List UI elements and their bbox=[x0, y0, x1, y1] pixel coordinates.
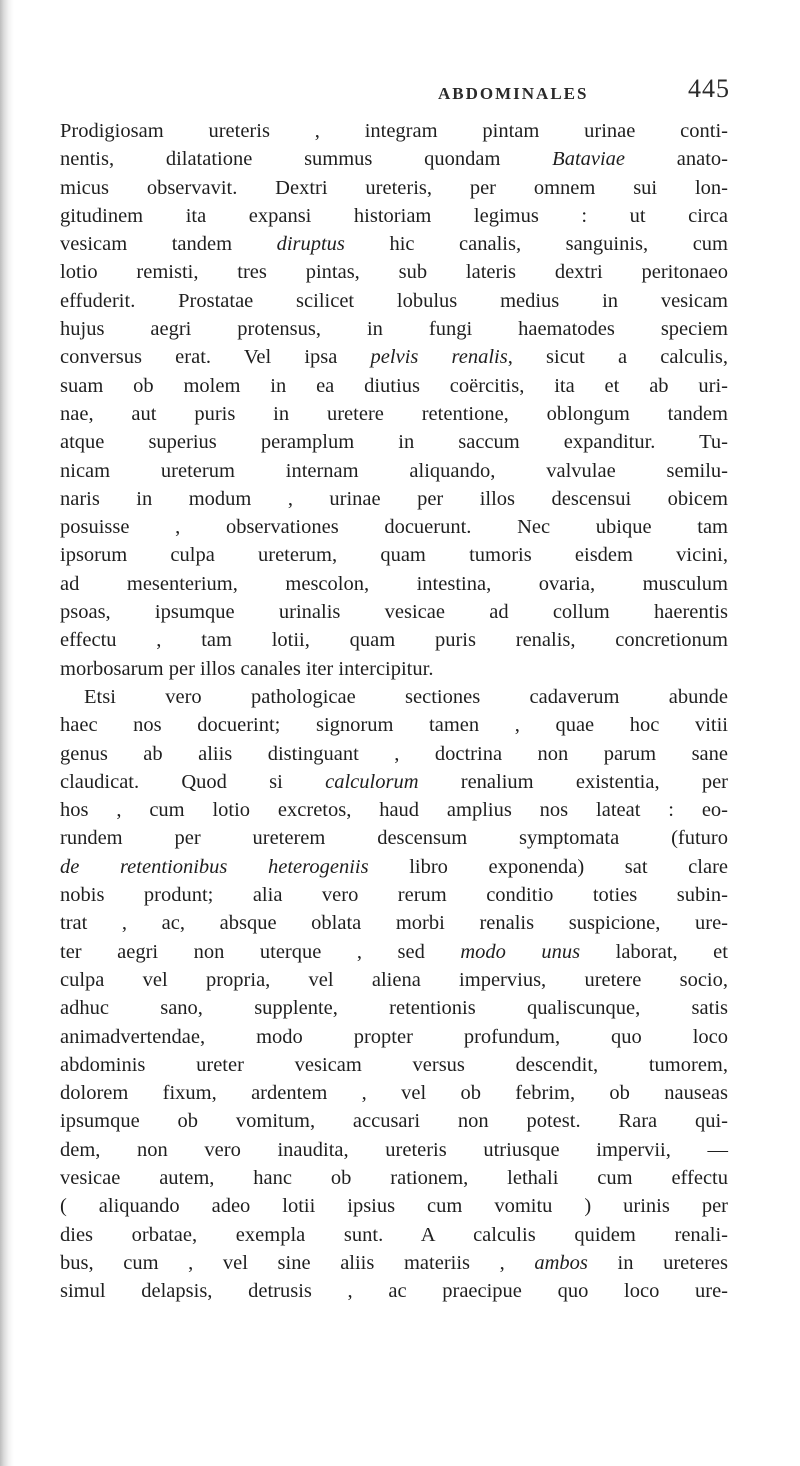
text-line bbox=[60, 796, 728, 824]
text-run: Prodigiosam ureteris , integram pintam urinae conti- bbox=[60, 120, 728, 142]
text-run: bus, cum , vel sine aliis materiis , bbox=[60, 1251, 535, 1274]
paragraph bbox=[60, 117, 728, 683]
text-run: atque superius peramplum in saccum expanditur. Tu- bbox=[60, 431, 728, 454]
text-run: lotio remisti, tres pintas, sub lateris dextri peritonaeo bbox=[60, 261, 728, 284]
text-run: naris in modum , urinae per illos descensui obicem bbox=[60, 487, 728, 510]
text-run: ipsumque ob vomitum, accusari non potest. Rara qui- bbox=[60, 1110, 728, 1133]
text-run: laborat, et bbox=[580, 940, 728, 963]
text-run: trat , ac, absque oblata morbi renalis suspicione, ure- bbox=[60, 912, 728, 935]
text-run: ter aegri non uterque , sed bbox=[60, 940, 461, 963]
text-line bbox=[60, 711, 728, 739]
running-title: ABDOMINALES bbox=[438, 84, 589, 103]
text-line bbox=[60, 1107, 728, 1135]
text-line bbox=[60, 343, 728, 371]
text-run: effectu , tam lotii, quam puris renalis, concretionum bbox=[60, 629, 728, 652]
text-line bbox=[60, 428, 728, 456]
text-run: dolorem fixum, ardentem , vel ob febrim, ob nauseas bbox=[60, 1082, 728, 1105]
text-line bbox=[60, 768, 728, 796]
text-run: micus observavit. Dextri ureteris, per omnem sui lon- bbox=[60, 176, 728, 199]
text-line bbox=[60, 230, 728, 258]
text-line bbox=[60, 598, 728, 626]
text-run: vesicae autem, hanc ob rationem, lethali cum effectu bbox=[60, 1166, 728, 1189]
italic-phrase: pelvis renalis bbox=[370, 346, 508, 369]
text-run: adhuc sano, supplente, retentionis qualiscunque, satis bbox=[60, 997, 728, 1020]
text-run: libro exponenda) sat clare bbox=[368, 855, 728, 878]
text-line bbox=[60, 740, 728, 768]
text-line bbox=[60, 1136, 728, 1164]
text-run: ad mesenterium, mescolon, intestina, ovaria, musculum bbox=[60, 572, 728, 595]
text-run: simul delapsis, detrusis , ac praecipue quo loco ure- bbox=[60, 1280, 728, 1303]
body-text bbox=[60, 117, 728, 1305]
text-run: conversus erat. Vel ipsa bbox=[60, 346, 371, 369]
text-run: culpa vel propria, vel aliena impervius, uretere socio, bbox=[60, 968, 728, 991]
italic-phrase: de retentionibus heterogeniis bbox=[60, 855, 369, 878]
text-run: dies orbatae, exempla sunt. A calculis quidem renali- bbox=[60, 1223, 728, 1246]
text-run: morbosarum per illos canales iter intercipitur. bbox=[60, 657, 434, 680]
text-run: rundem per ureterem descensum symptomata (futuro bbox=[60, 827, 728, 850]
text-run: abdominis ureter vesicam versus descendit, tumorem, bbox=[60, 1053, 728, 1076]
text-run: nae, aut puris in uretere retentione, oblongum tandem bbox=[60, 402, 728, 425]
text-line bbox=[60, 1277, 728, 1305]
text-run: anato- bbox=[625, 148, 728, 171]
text-line bbox=[60, 315, 728, 343]
text-run: dem, non vero inaudita, ureteris utriusque impervii, — bbox=[60, 1138, 728, 1161]
text-line bbox=[60, 372, 728, 400]
text-run: gitudinem ita expansi historiam legimus : ut circa bbox=[60, 204, 728, 227]
text-line bbox=[60, 881, 728, 909]
text-line bbox=[60, 202, 728, 230]
text-line bbox=[60, 683, 728, 711]
text-line bbox=[60, 966, 728, 994]
text-run: hic canalis, sanguinis, cum bbox=[344, 233, 728, 256]
text-line bbox=[60, 909, 728, 937]
page-number: 445 bbox=[688, 74, 730, 103]
text-run: genus ab aliis distinguant , doctrina non parum sane bbox=[60, 742, 728, 765]
text-run: in ureteres bbox=[587, 1251, 728, 1274]
text-line bbox=[60, 994, 728, 1022]
text-run: hos , cum lotio excretos, haud amplius nos lateat : eo- bbox=[60, 799, 728, 822]
text-line bbox=[60, 1164, 728, 1192]
text-run: hujus aegri protensus, in fungi haematodes speciem bbox=[60, 318, 728, 341]
text-run: posuisse , observationes docuerunt. Nec ubique tam bbox=[60, 516, 728, 539]
text-line bbox=[60, 853, 728, 881]
text-run: vesicam tandem bbox=[60, 233, 277, 256]
text-line bbox=[60, 655, 728, 683]
text-run: Etsi vero pathologicae sectiones cadaverum abunde bbox=[84, 685, 728, 708]
text-run: nentis, dilatatione summus quondam bbox=[60, 148, 553, 171]
text-run: effuderit. Prostatae scilicet lobulus medius in vesicam bbox=[60, 289, 728, 312]
text-line bbox=[60, 258, 728, 286]
text-line bbox=[60, 1023, 728, 1051]
spine-shadow bbox=[0, 0, 14, 1466]
text-line bbox=[60, 824, 728, 852]
paragraph bbox=[60, 683, 728, 1306]
text-line bbox=[60, 117, 728, 145]
text-run: nicam ureterum internam aliquando, valvulae semilu- bbox=[60, 459, 728, 482]
text-line bbox=[60, 400, 728, 428]
italic-phrase: diruptus bbox=[276, 233, 345, 256]
text-run: , sicut a calculis, bbox=[507, 346, 728, 369]
text-line bbox=[60, 938, 728, 966]
italic-phrase: calculorum bbox=[325, 770, 419, 793]
text-run: ( aliquando adeo lotii ipsius cum vomitu ) urinis per bbox=[60, 1195, 728, 1218]
text-line bbox=[60, 513, 728, 541]
text-line bbox=[60, 1192, 728, 1220]
text-run: claudicat. Quod si bbox=[60, 770, 326, 793]
text-run: suam ob molem in ea diutius coërcitis, ita et ab uri- bbox=[60, 374, 728, 397]
italic-phrase: ambos bbox=[534, 1251, 588, 1274]
text-line bbox=[60, 1079, 728, 1107]
text-line bbox=[60, 570, 728, 598]
text-run: psoas, ipsumque urinalis vesicae ad collum haerentis bbox=[60, 601, 728, 624]
text-run: animadvertendae, modo propter profundum, quo loco bbox=[60, 1025, 728, 1048]
text-run: ipsorum culpa ureterum, quam tumoris eisdem vicini, bbox=[60, 544, 728, 567]
text-line bbox=[60, 541, 728, 569]
italic-phrase: Bataviae bbox=[552, 148, 626, 171]
text-line bbox=[60, 626, 728, 654]
text-line bbox=[60, 485, 728, 513]
text-line bbox=[60, 1051, 728, 1079]
text-line bbox=[60, 1221, 728, 1249]
text-line bbox=[60, 457, 728, 485]
text-run: renalium existentia, per bbox=[418, 770, 728, 793]
text-line bbox=[60, 287, 728, 315]
italic-phrase: modo unus bbox=[460, 940, 581, 963]
text-line bbox=[60, 174, 728, 202]
running-head bbox=[200, 74, 730, 110]
text-line bbox=[60, 145, 728, 173]
text-line bbox=[60, 1249, 728, 1277]
text-run: nobis produnt; alia vero rerum conditio toties subin- bbox=[60, 884, 728, 907]
text-run: haec nos docuerint; signorum tamen , quae hoc vitii bbox=[60, 714, 728, 737]
